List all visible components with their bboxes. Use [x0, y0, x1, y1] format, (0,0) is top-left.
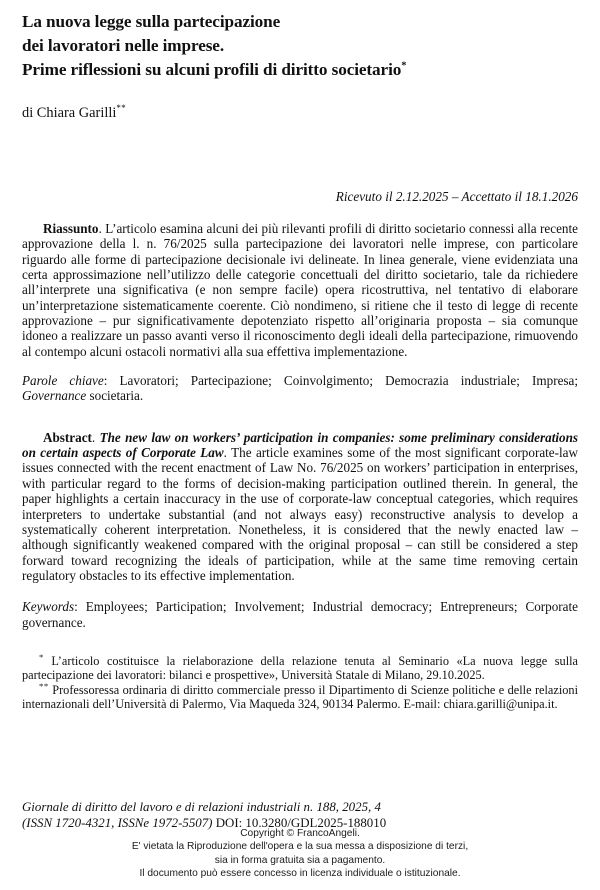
- title-line-3: [22, 58, 578, 82]
- footnote-marker: *: [39, 651, 44, 662]
- parole-chiave-list-2: societaria.: [86, 388, 144, 404]
- keywords-list: Employees; Participation; Involvement; Industrial democracy; Entrepreneurs; Corporate governance.: [22, 599, 578, 630]
- keywords-separator: :: [74, 599, 86, 615]
- riassunto-body: L’articolo esamina alcuni dei più rilevanti profili di diritto societario connessi alla recente approvazione della l. n. 76/2025 sulla partecipazione dei lavoratori nelle imprese, con particolare riguardo alle forme di partecipazione decisionale ivi delineate. In linea generale, viene evidenziata una certa approssimazione nell’utilizzo delle categorie concettuali del diritto societario, tale da richiedere all’interprete una significativa (e non sempre facile) opera ricostruttiva, nel tentativo di elaborare un’interpretazione sistematicamente coerente. Ciò nondimeno, si ritiene che il testo di legge di recente approvazione – pur significativamente depotenziato rispetto all’originaria proposta – sia comunque idoneo a realizzare un passo avanti verso il riconoscimento degli ideali della partecipazione, rimuovendo al contempo alcuni ostacoli normativi alla sua effettiva implementazione.: [22, 221, 578, 359]
- abstract-english-title: The new law on workers’ participation in companies: some preliminary considerations on certain aspects of Corporate Law: [22, 429, 578, 461]
- abstract-title-suffix: .: [223, 445, 227, 461]
- abstract-paragraph: [22, 430, 578, 583]
- received-accepted-dates: Ricevuto il 2.12.2025 – Accettato il 18.1.2026: [335, 189, 578, 204]
- title-line-3-text: Prime riflessioni su alcuni profili di diritto societario: [22, 60, 402, 79]
- abstract-label-suffix: .: [91, 429, 96, 445]
- footnote-marker: **: [39, 680, 49, 691]
- author-line: [22, 104, 578, 122]
- parole-chiave-governance: Governance: [22, 388, 87, 404]
- footnote-text: Professoressa ordinaria di diritto commerciale presso il Dipartimento di Scienze politiche e delle relazioni internazionali dell’Università di Palermo, Via Maqueda 324, 90134 Palermo. E-mail: chiara.garilli@unipa.it.: [22, 682, 578, 712]
- footnotes-section: [22, 651, 578, 712]
- watermark-line-4: Il documento può essere concesso in licenza individuale o istituzionale.: [139, 867, 461, 879]
- author-name: di Chiara Garilli: [22, 105, 117, 121]
- footnote-item: [22, 680, 578, 712]
- title-line-1: La nuova legge sulla partecipazione: [22, 12, 281, 31]
- title-footnote-marker: *: [401, 60, 408, 72]
- watermark-line-2: E' vietata la Riproduzione dell'opera e la sua messa a disposizione di terzi,: [131, 841, 469, 853]
- watermark-line-3: sia in forma gratuita sia a pagamento.: [214, 854, 386, 866]
- parole-chiave-list-1: Lavoratori; Partecipazione; Coinvolgimento; Democrazia industriale; Impresa;: [119, 373, 579, 389]
- parole-chiave-separator: :: [103, 373, 120, 389]
- riassunto-label-suffix: .: [98, 221, 102, 236]
- footnote-text: L’articolo costituisce la rielaborazione della relazione tenuta al Seminario «La nuova legge sulla partecipazione dei lavoratori: bilanci e prospettive», Università Statale di Milano, 29.10.2025.: [22, 653, 578, 683]
- journal-doi: DOI: 10.3280/GDL2025-188010: [212, 815, 387, 830]
- article-content: [22, 10, 578, 712]
- footnote-item: [22, 651, 578, 683]
- parole-chiave: [22, 373, 578, 404]
- watermark-line-1: Copyright © FrancoAngeli.: [240, 828, 360, 839]
- page-title: [22, 10, 578, 82]
- riassunto-label: Riassunto: [43, 221, 99, 236]
- riassunto-paragraph: [22, 221, 578, 359]
- abstract-body: The article examines some of the most significant corporate-law issues connected with the recent enactment of Law No. 76/2025 on workers’ participation in enterprises, with particular regard to the forms of decision-making participation outlined therein. In general, the paper highlights a certain inaccuracy in the use of corporate-law conceptual categories, which requires interpreters to undertake substantial (and not always easy) reconstructive analysis to develop a systematically coherent interpretation. Nonetheless, it is considered that the newly enacted law – although significantly weakened compared with the original proposal – can still be considered a step forward toward recognizing the ideals of participation, while at the same time removing certain regulatory obstacles to its effective implementation.: [22, 445, 578, 583]
- parole-chiave-label: Parole chiave: [22, 373, 104, 389]
- copyright-watermark: [0, 827, 600, 880]
- title-line-2: dei lavoratori nelle imprese.: [22, 36, 225, 55]
- keywords: [22, 599, 578, 630]
- journal-citation-line-1: Giornale di diritto del lavoro e di relazioni industriali n. 188, 2025, 4: [22, 800, 381, 814]
- keywords-label: Keywords: [22, 599, 75, 615]
- abstract-label: Abstract: [43, 429, 92, 445]
- author-footnote-marker: **: [116, 103, 127, 114]
- journal-issn: (ISSN 1720-4321, ISSNe 1972-5507): [22, 815, 213, 830]
